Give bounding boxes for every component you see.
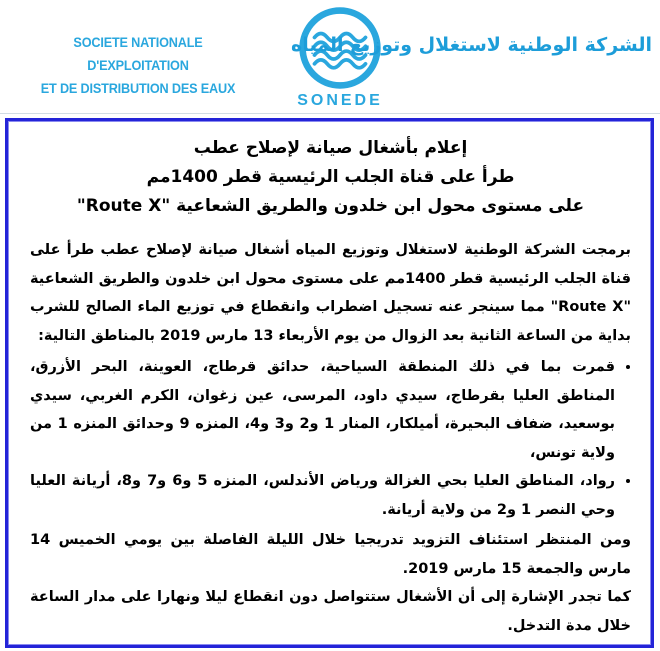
- affected-areas-list: [30, 353, 631, 524]
- affected-areas-ariana: • رواد، المناطق العليا بحي الغزالة ورياض الأندلس، المنزه 5 و6 و7 و8، أريانة العليا وحي النصر 1 و2 من ولاية أريانة.: [30, 467, 615, 524]
- company-name-french: [21, 31, 254, 100]
- affected-areas-tunis: • قمرت بما في ذلك المنطقة السياحية، حدائق قرطاج، العوينة، البحر الأزرق، المناطق العليا بقرطاج، سيدي داود، المرسى، عين زغوان، الكرم الغربي، سيدي بوسعيد، ضفاف البحيرة، أميلكار، المنار 1 و2 و3 و4، المنزه 9 وحدائق المنزه 1 من ولاية تونس،: [30, 353, 615, 467]
- company-name-french-line2: ET DE DISTRIBUTION DES EAUX: [40, 81, 236, 96]
- notice-resume-note: ومن المنتظر استئناف التزويد تدريجيا خلال الليلة الفاصلة بين يومي الخميس 14 مارس والجمعة 15 مارس 2019.: [30, 532, 631, 577]
- title-line-3: على مستوى محول ابن خلدون والطريق الشعاعية "Route X": [76, 196, 585, 216]
- notice-intro: برمجت الشركة الوطنية لاستغلال وتوزيع المياه أشغال صيانة لإصلاح عطب طرأ على قناة الجلب الرئيسية قطر 1400مم على مستوى محول ابن خلدون والطريق الشعاعية "Route X" مما سينجر عنه تسجيل اضطراب وانقطاع في توزيع الماء الصالح للشرب بداية من الساعة الثانية بعد الزوال من يوم الأربعاء 13 مارس 2019 بالمناطق التالية:: [30, 242, 631, 344]
- header: [0, 0, 660, 116]
- company-name-french-line1: SOCIETE NATIONALE D'EXPLOITATION: [73, 35, 203, 73]
- title-line-1: إعلام بأشغال صيانة لإصلاح عطب: [193, 138, 468, 158]
- notice-continuous-note: كما تجدر الإشارة إلى أن الأشغال ستتواصل دون انقطاع ليلا ونهارا على مدار الساعة خلال مدة التدخل.: [30, 589, 631, 634]
- title-line-2: طرأ على قناة الجلب الرئيسية قطر 1400مم: [146, 167, 515, 187]
- sonede-logo: [287, 4, 393, 110]
- notice-box: [5, 118, 654, 648]
- logo-wordmark: SONEDE: [297, 92, 383, 109]
- notice-title: [30, 134, 631, 221]
- company-name-arabic: الشركة الوطنية لاستغلال وتوزيع المياه: [291, 34, 652, 56]
